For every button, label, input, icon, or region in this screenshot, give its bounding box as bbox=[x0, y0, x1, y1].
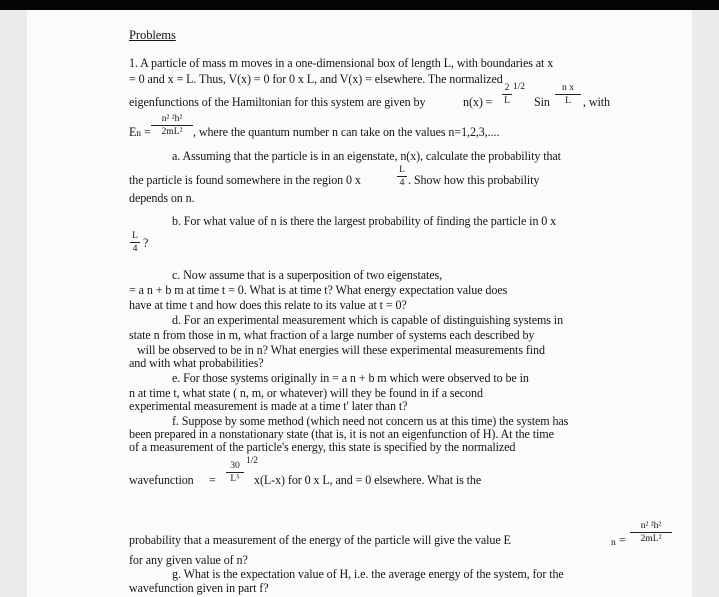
part-b-text: ? bbox=[143, 236, 149, 250]
problem-text-line: , where the quantum number n can take on the values n=1,2,3,.... bbox=[193, 125, 500, 139]
part-d-text: will be observed to be in n? What energies will these experimental measurements find bbox=[137, 343, 545, 357]
fraction-denominator: 4 bbox=[130, 242, 140, 254]
part-g-text: g. What is the expectation value of H, i.e. the average energy of the system, for the bbox=[172, 567, 564, 581]
part-g-text: wavefunction given in part f? bbox=[129, 581, 269, 595]
page-title: Problems bbox=[129, 28, 176, 42]
top-status-bar bbox=[0, 0, 719, 10]
fraction-numerator: n x bbox=[562, 82, 574, 93]
equals-sign: = bbox=[143, 125, 151, 139]
part-d-text: d. For an experimental measurement which is capable of distinguishing systems in bbox=[172, 313, 564, 327]
part-f-text: for any given value of n? bbox=[129, 553, 248, 567]
part-e-text: n at time t, what state ( n, m, or whatever) will they be found in if a second bbox=[129, 386, 483, 400]
problem-text-line: 1. A particle of mass m moves in a one-dimensional box of length L, with boundaries at x bbox=[129, 56, 554, 70]
part-d-text: and with what probabilities? bbox=[129, 356, 264, 370]
fraction-denominator: L⁵ bbox=[226, 472, 244, 484]
energy-fraction bbox=[630, 521, 672, 544]
energy-subscript: n bbox=[136, 128, 141, 139]
wavefunction-fraction bbox=[226, 461, 244, 484]
fraction-numerator: n² ²h² bbox=[161, 113, 183, 124]
part-b-text: b. For what value of n is there the largest probability of finding the particle in 0 x bbox=[172, 214, 557, 228]
wavefunction-exponent: 1/2 bbox=[246, 455, 258, 466]
fraction-numerator: L bbox=[132, 230, 138, 241]
part-c-text: c. Now assume that is a superposition of two eigenstates, bbox=[172, 268, 443, 282]
energy-label bbox=[129, 125, 151, 139]
part-a-text: . Show how this probability bbox=[408, 173, 540, 187]
fraction-denominator: 2mL² bbox=[151, 125, 193, 137]
region-fraction bbox=[397, 165, 407, 188]
part-f-text: x(L-x) for 0 x L, and = 0 elsewhere. What is the bbox=[254, 473, 482, 487]
fraction-numerator: 2 bbox=[504, 82, 510, 93]
part-a-text: depends on n. bbox=[129, 191, 195, 205]
part-f-text: been prepared in a nonstationary state (that is, it is not an eigenfunction of H). At the time bbox=[129, 427, 554, 441]
fraction-numerator: n² ²h² bbox=[640, 520, 662, 531]
energy-symbol: E bbox=[129, 125, 137, 139]
part-f-text: f. Suppose by some method (which need not concern us at this time) the system has bbox=[172, 414, 569, 428]
fraction-denominator: 4 bbox=[397, 176, 407, 188]
part-e-text: e. For those systems originally in = a n + b m which were observed to be in bbox=[172, 371, 529, 385]
part-a-text: the particle is found somewhere in the region 0 x bbox=[129, 173, 361, 187]
normalization-exponent: 1/2 bbox=[513, 81, 525, 92]
eigenfunction-label: n(x) = bbox=[463, 95, 493, 109]
part-d-text: state n from those in m, what fraction of a large number of systems each described by bbox=[129, 328, 535, 342]
part-c-text: have at time t and how does this relate to its value at t = 0? bbox=[129, 298, 407, 312]
energy-fraction bbox=[151, 114, 193, 137]
fraction-denominator: L bbox=[555, 94, 581, 106]
equals-sign: = bbox=[619, 533, 626, 547]
fraction-numerator: 30 bbox=[230, 460, 240, 471]
part-f-text: probability that a measurement of the energy of the particle will give the value E bbox=[129, 533, 511, 547]
equals-sign: = bbox=[209, 473, 216, 487]
normalization-fraction bbox=[502, 83, 512, 106]
sine-function: Sin bbox=[534, 95, 550, 109]
problem-text-line: eigenfunctions of the Hamiltonian for this system are given by bbox=[129, 95, 426, 109]
fraction-denominator: L bbox=[502, 94, 512, 106]
fraction-denominator: 2mL² bbox=[630, 532, 672, 544]
region-fraction bbox=[130, 231, 140, 254]
sine-argument-fraction bbox=[555, 83, 581, 106]
problem-text-line: , with bbox=[583, 95, 610, 109]
part-c-text: = a n + b m at time t = 0. What is at time t? What energy expectation value does bbox=[129, 283, 508, 297]
problem-sheet bbox=[27, 10, 692, 597]
fraction-numerator: L bbox=[399, 164, 405, 175]
problem-text-line: = 0 and x = L. Thus, V(x) = 0 for 0 x L, and V(x) = elsewhere. The normalized bbox=[129, 72, 503, 86]
energy-subscript: n bbox=[611, 537, 616, 548]
part-e-text: experimental measurement is made at a time t' later than t? bbox=[129, 399, 408, 413]
part-f-text: of a measurement of the particle's energy, this state is specified by the normalized bbox=[129, 440, 516, 454]
part-a-text: a. Assuming that the particle is in an eigenstate, n(x), calculate the probability that bbox=[172, 149, 561, 163]
part-f-text: wavefunction bbox=[129, 473, 194, 487]
